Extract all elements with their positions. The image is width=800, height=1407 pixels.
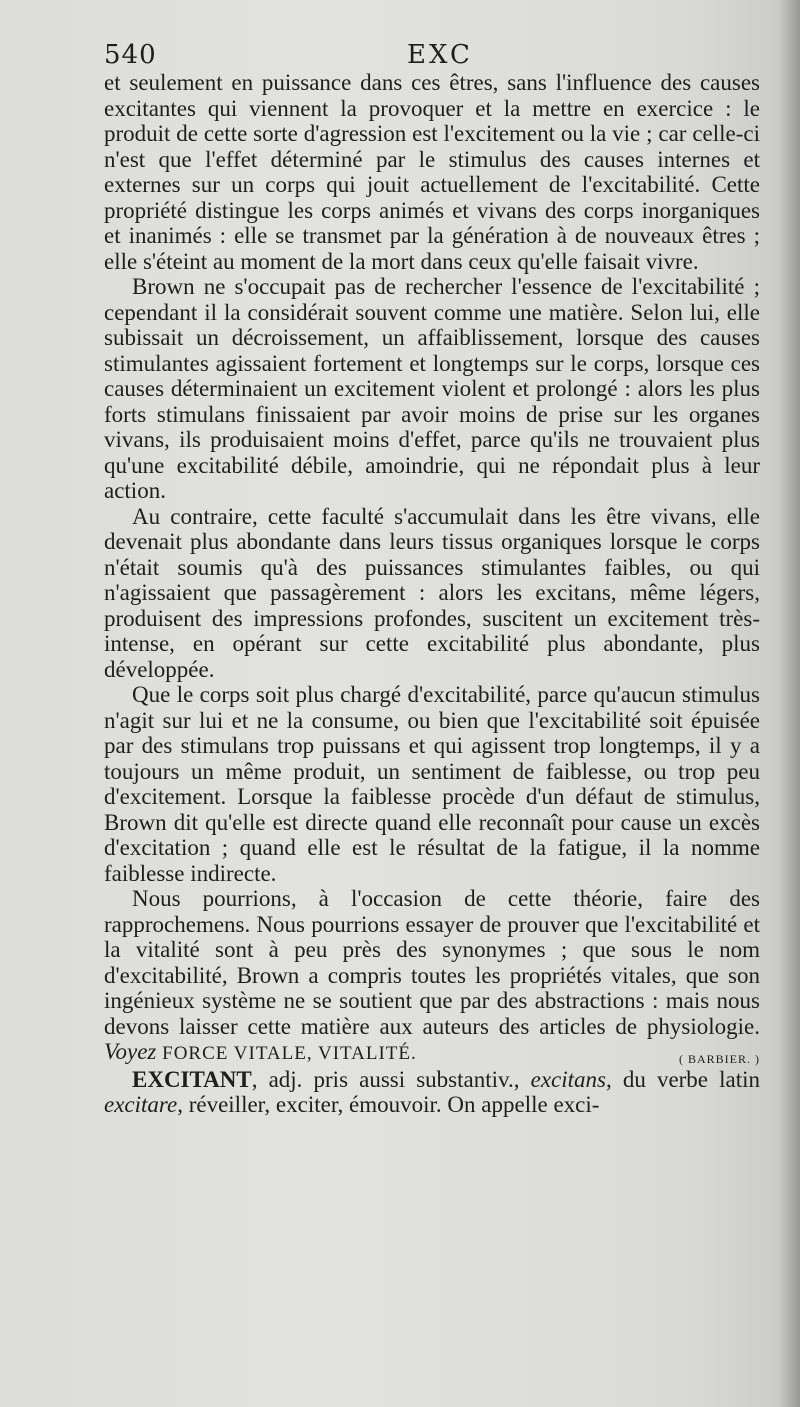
entry-text-3: , réveiller, exciter, émouvoir. On appelle exci- <box>177 1092 600 1117</box>
see-also-reference: FORCE VITALE, VITALITÉ. <box>162 1043 417 1064</box>
see-also-word: Voyez <box>104 1039 157 1064</box>
latin-term-1: excitans <box>530 1066 606 1092</box>
paragraph-5 <box>104 886 760 1067</box>
page-gutter-shadow <box>778 0 800 1407</box>
entry-text-2: , du verbe latin <box>605 1066 760 1092</box>
running-head: EXC <box>407 40 473 70</box>
paragraph-6 <box>104 1067 760 1118</box>
entry-headword: EXCITANT <box>132 1066 252 1092</box>
paragraph-1: et seulement en puissance dans ces êtres, sans l'influence des causes excitantes qui viennent la provoquer et la mettre en exercice : le produit de cette sorte d'agression est l'excitement ou la vie ; car celle-ci n'est que l'effet déterminé par le stimulus des causes internes et externes sur un corps qui jouit actuellement de l'excitabilité. Cette propriété distingue les corps animés et vivans des corps inorganiques et inanimés : elle se transmet par la génération à de nouveaux êtres ; elle s'éteint au moment de la mort dans ceux qu'elle faisait vivre. <box>104 70 760 274</box>
page-number: 540 <box>104 40 157 70</box>
body-text <box>104 70 760 1118</box>
paragraph-5-text: Nous pourrions, à l'occasion de cette théorie, faire des rapprochemens. Nous pourrions essayer de prouver que l'excitabilité et la vitalité sont à peu près des synonymes ; que sous le nom d'excitabilité, Brown a compris toutes les propriétés vitales, que son ingénieux système ne se soutient que par des abstractions : mais nous devons laisser cette matière aux auteurs des articles de physiologie. <box>104 886 760 1039</box>
entry-text-1: , adj. pris aussi substantiv., <box>251 1066 520 1092</box>
page-header <box>104 40 764 74</box>
paragraph-2: Brown ne s'occupait pas de rechercher l'essence de l'excitabilité ; cependant il la considérait souvent comme une matière. Selon lui, elle subissait un décroissement, un affaiblissement, lorsque des causes stimulantes agissaient fortement et longtemps sur le corps, lorsque ces causes déterminaient un excitement violent et prolongé : alors les plus forts stimulans finissaient par avoir moins de prise sur les organes vivans, ils produisaient moins d'effet, parce qu'ils ne trouvaient plus qu'une excitabilité débile, amoindrie, qui ne répondait plus à leur action. <box>104 274 760 503</box>
paragraph-4: Que le corps soit plus chargé d'excitabilité, parce qu'aucun stimulus n'agit sur lui et ne la consume, ou bien que l'excitabilité soit épuisée par des stimulans trop puissans et qui agissent trop longtemps, il y a toujours un même produit, un sentiment de faiblesse, ou trop peu d'excitement. Lorsque la faiblesse procède d'un défaut de stimulus, Brown dit qu'elle est directe quand elle reconnaît pour cause un excès d'excitation ; quand elle est le résultat de la fatigue, il la nomme faiblesse indirecte. <box>104 682 760 886</box>
paragraph-3: Au contraire, cette faculté s'accumulait dans les être vivans, elle devenait plus abondante dans leurs tissus organiques lorsque le corps n'était soumis qu'à des puissances stimulantes faibles, ou qui n'agissaient que passagèrement : alors les excitans, même légers, produisent des impressions profondes, suscitent un excitement très-intense, en opérant sur cette excitabilité plus abondante, plus développée. <box>104 503 760 682</box>
author-signature: ( BARBIER. ) <box>679 1051 760 1066</box>
latin-term-2: excitare <box>104 1092 178 1117</box>
